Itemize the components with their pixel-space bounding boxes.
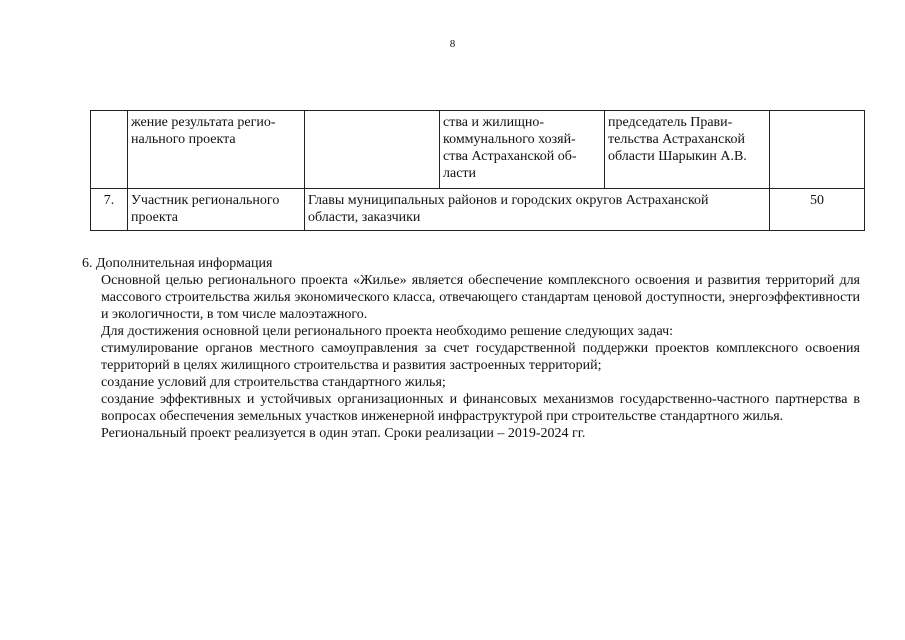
additional-info-section bbox=[82, 255, 860, 442]
section-heading: 6. Дополнительная информация bbox=[82, 256, 273, 271]
row-number-cell: 7. bbox=[91, 189, 128, 231]
paragraph: Основной целью регионального проекта «Жилье» является обеспечение комплексного освоения и развития территорий для массового строительства жилья экономического класса, отвечающего стандартам ценовой доступности, энергоэффективности и экологичности, в том числе малоэтажного. bbox=[101, 273, 860, 322]
supervisor-cell bbox=[605, 111, 770, 189]
row-number-cell bbox=[91, 111, 128, 189]
page-number: 8 bbox=[449, 38, 456, 50]
role-text: жение результата регио- нального проекта bbox=[131, 115, 276, 147]
name-cell bbox=[305, 111, 440, 189]
position-cell bbox=[440, 111, 605, 189]
role-cell bbox=[128, 189, 305, 231]
paragraph: Для достижения основной цели регионального проекта необходимо решение следующих задач: bbox=[101, 324, 674, 339]
paragraph: создание условий для строительства стандартного жилья; bbox=[101, 375, 446, 390]
table-row bbox=[91, 111, 865, 189]
participants-cell bbox=[305, 189, 770, 231]
project-participants-table bbox=[90, 110, 865, 231]
position-text: ства и жилищно- коммунального хозяй- ства Астраханской об- ласти bbox=[443, 115, 577, 181]
supervisor-text: председатель Прави- тельства Астраханской области Шарыкин А.В. bbox=[608, 115, 747, 164]
paragraph: стимулирование органов местного самоуправления за счет государственной поддержки проектов комплексного освоения территорий в целях жилищного строительства и развития застроенных территорий; bbox=[101, 341, 860, 373]
employment-cell: 50 bbox=[770, 189, 865, 231]
paragraph: Региональный проект реализуется в один этап. Сроки реализации – 2019-2024 гг. bbox=[101, 426, 586, 441]
paragraph: создание эффективных и устойчивых организационных и финансовых механизмов государственно-частного партнерства в вопросах обеспечения земельных участков инженерной инфраструктурой при строительстве стандартного жилья. bbox=[101, 392, 860, 424]
participants-text: Главы муниципальных районов и городских округов Астраханской области, заказчики bbox=[308, 193, 709, 225]
role-cell bbox=[128, 111, 305, 189]
role-text: Участник регионального проекта bbox=[131, 193, 280, 225]
table-row bbox=[91, 189, 865, 231]
employment-cell bbox=[770, 111, 865, 189]
